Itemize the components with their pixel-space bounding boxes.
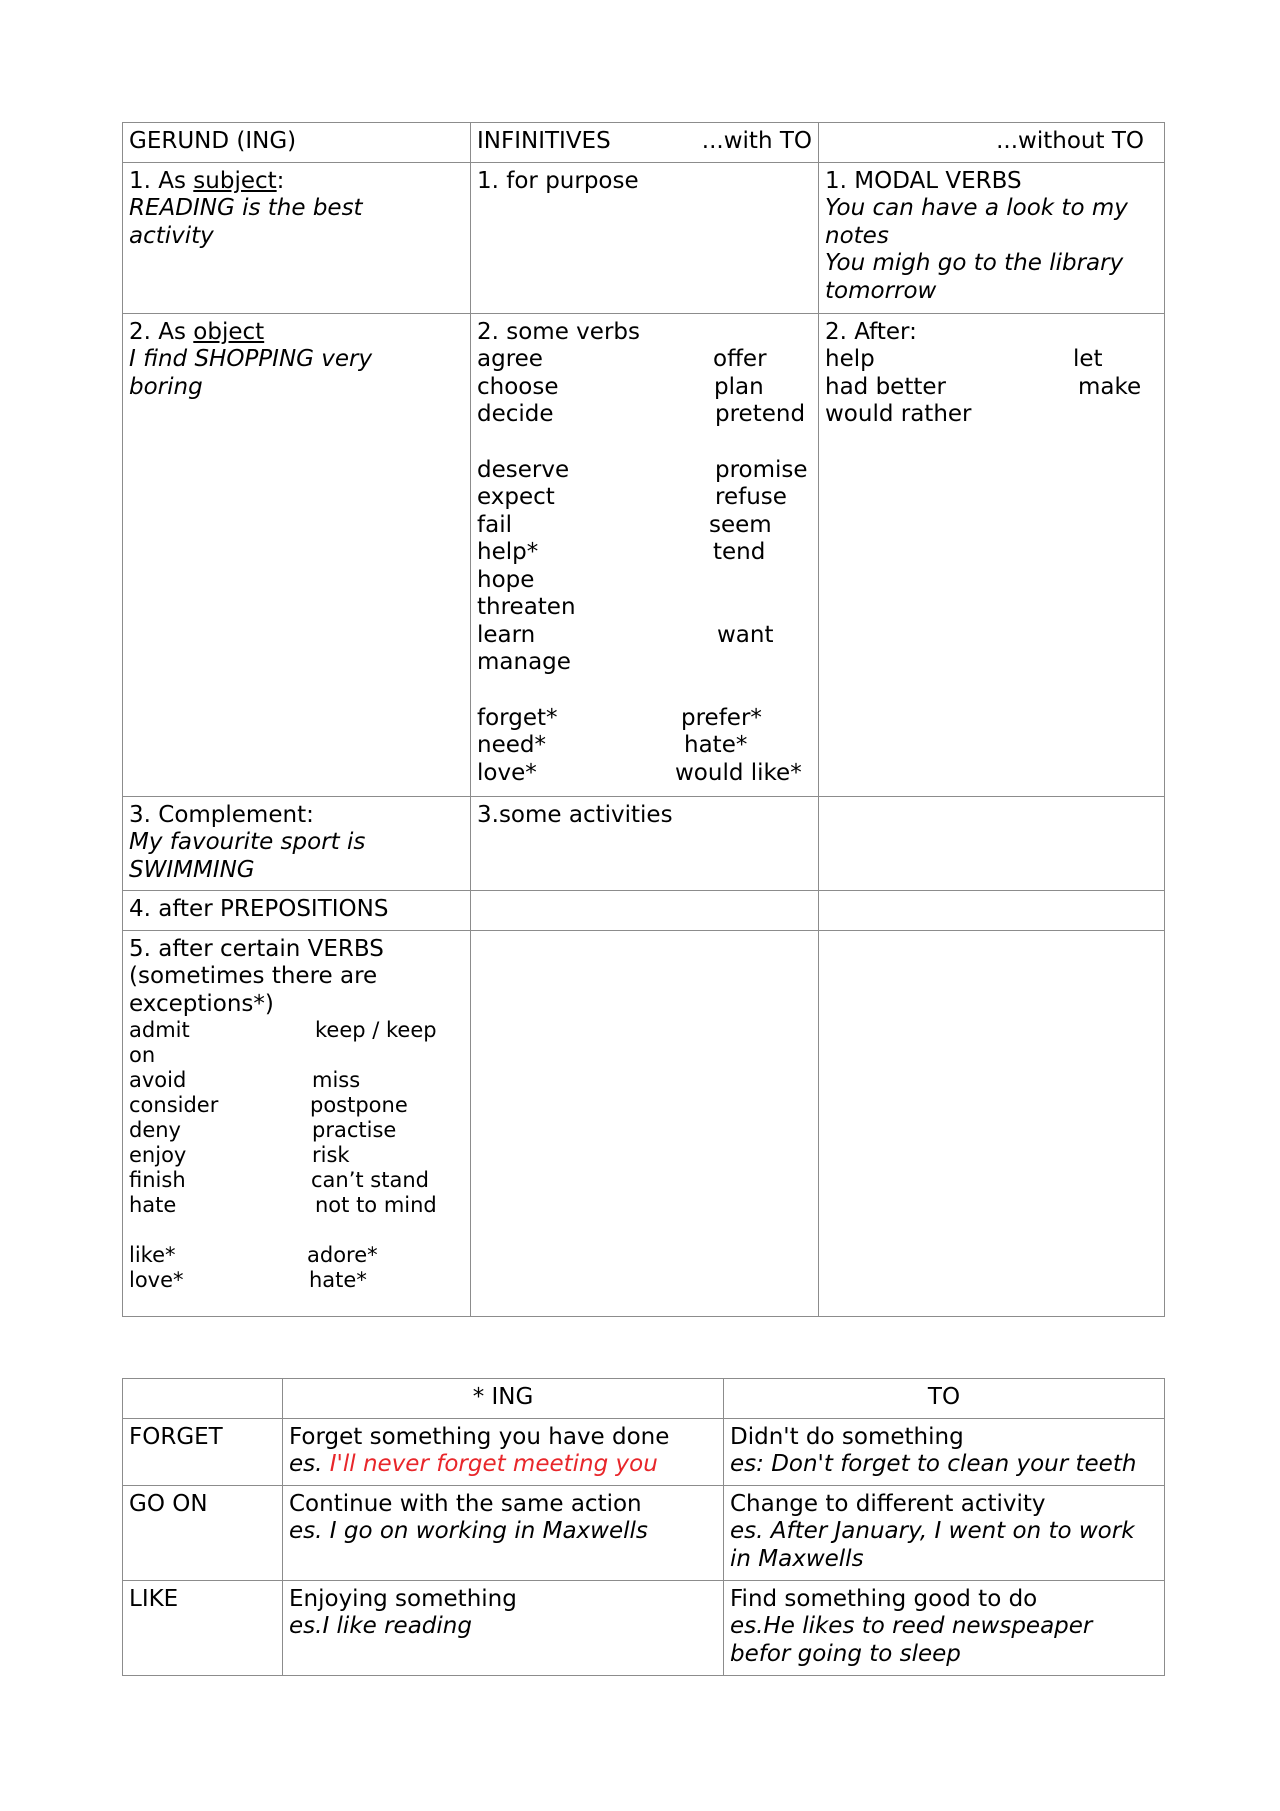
verb-item: prefer* <box>681 704 762 731</box>
verb-pair <box>477 567 812 595</box>
verb-item: let <box>1073 346 1103 372</box>
verb-item: would like* <box>675 759 802 786</box>
verb-pair <box>477 732 812 760</box>
row2-without-to <box>819 313 1165 796</box>
grammar-table <box>122 122 1165 1317</box>
verb-pair <box>477 649 812 677</box>
verb-pair <box>477 374 812 402</box>
row2-with-to <box>471 313 819 796</box>
verb-item: admit <box>129 1018 190 1042</box>
row1-gerund <box>123 162 471 313</box>
to-example: es.He likes to reed newspeaper <box>730 1613 1093 1639</box>
verb-item: postpone <box>310 1093 408 1117</box>
row1-gerund-prefix: 1. As <box>129 167 194 194</box>
verb-item: seem <box>709 511 772 538</box>
row1-without-to-example: tomorrow <box>825 277 937 304</box>
table-row <box>123 930 1165 1316</box>
verb-item: choose <box>477 373 559 400</box>
row1-gerund-example: READING is the best <box>129 195 363 221</box>
ing-cell <box>283 1485 724 1580</box>
to-cell <box>724 1418 1165 1485</box>
verb-pair <box>477 594 812 622</box>
row1-without-to-example: notes <box>825 222 889 249</box>
ing-cell <box>283 1580 724 1675</box>
to-example: in Maxwells <box>730 1545 864 1572</box>
row3-gerund <box>123 796 471 891</box>
header-without-to-label: ...without TO <box>996 128 1144 154</box>
header-gerund <box>123 123 471 163</box>
ing-meaning: Forget something you have done <box>289 1423 670 1450</box>
to-meaning: Change to different activity <box>730 1490 1046 1517</box>
row2-gerund-example: boring <box>129 373 203 400</box>
verb-item: help <box>825 346 875 372</box>
verb-item: need* <box>477 732 546 758</box>
verb-pair <box>477 622 812 650</box>
ing-example-highlight: I'll never forget meeting you <box>329 1451 658 1477</box>
verb-item: practise <box>312 1118 397 1142</box>
verb-item: tend <box>713 539 766 565</box>
verb-item: risk <box>312 1143 350 1167</box>
to-example: befor going to sleep <box>730 1640 961 1667</box>
row3-gerund-title: 3. Complement: <box>129 801 314 828</box>
verb-item: deny <box>129 1118 181 1142</box>
verb-item: hope <box>477 566 535 593</box>
row4-gerund-text: 4. after PREPOSITIONS <box>129 896 389 922</box>
verb-item: expect <box>477 484 555 510</box>
verb-item: love* <box>477 759 537 786</box>
verb-pair <box>477 760 812 788</box>
verb-pair <box>129 1243 464 1268</box>
table-row <box>123 1418 1165 1485</box>
header-with-to-label: ...with TO <box>701 128 812 154</box>
verb-pair <box>129 1018 464 1043</box>
row5-gerund <box>123 930 471 1316</box>
table-row <box>123 123 1165 163</box>
row5-gerund-title: 5. after certain VERBS <box>129 935 384 962</box>
to-meaning: Find something good to do <box>730 1585 1038 1612</box>
verb-pair <box>129 1193 464 1218</box>
row1-without-to <box>819 162 1165 313</box>
ing-meaning: Continue with the same action <box>289 1490 642 1517</box>
verb-item: threaten <box>477 594 576 620</box>
row1-gerund-keyword: subject <box>193 167 277 194</box>
verb-pair <box>477 401 812 429</box>
to-cell <box>724 1485 1165 1580</box>
row3-gerund-example: My favourite sport is <box>129 829 366 855</box>
row1-gerund-example: activity <box>129 222 214 249</box>
row3-gerund-example: SWIMMING <box>129 856 255 883</box>
verb-item: finish <box>129 1168 186 1192</box>
verb-item: adore* <box>307 1243 378 1267</box>
verb-pair <box>825 374 1158 402</box>
table-row <box>123 796 1165 891</box>
to-example: es: Don't forget to clean your teeth <box>730 1451 1137 1477</box>
to-example: es. After January, I went on to work <box>730 1518 1135 1544</box>
header-infinitives <box>471 123 819 163</box>
row2-gerund-keyword: object <box>193 318 265 345</box>
verb-item: not to mind <box>315 1193 437 1217</box>
header-ing-label: * ING <box>472 1384 534 1410</box>
verb-item: hate* <box>309 1268 367 1292</box>
verb-pair <box>477 512 812 540</box>
row5-gerund-title: exceptions*) <box>129 990 274 1017</box>
verb-item: forget* <box>477 704 558 731</box>
row1-with-to-text: 1. for purpose <box>477 167 639 194</box>
row5-with-to <box>471 930 819 1316</box>
verb-item: offer <box>713 346 767 372</box>
verb-item: promise <box>715 456 808 483</box>
table-row <box>123 313 1165 796</box>
ing-example: es.I like reading <box>289 1613 472 1639</box>
verb-pair <box>477 346 812 374</box>
gerund-verb-list <box>129 1018 464 1293</box>
verb-item: deserve <box>477 456 570 483</box>
verb-item: hate <box>129 1193 177 1217</box>
verb-item: would rather <box>825 401 972 427</box>
header-to-label: TO <box>927 1384 961 1410</box>
verb-label: FORGET <box>129 1423 223 1450</box>
row2-gerund-prefix: 2. As <box>129 318 194 345</box>
row4-without-to <box>819 891 1165 931</box>
verb-pair <box>477 484 812 512</box>
verb-pair <box>825 346 1158 374</box>
verb-list-group2 <box>477 457 812 677</box>
verb-item: pretend <box>715 401 806 427</box>
ing-example: es. I go on working in Maxwells <box>289 1518 648 1544</box>
verb-item: refuse <box>715 484 787 510</box>
verb-pair <box>129 1093 464 1118</box>
row4-gerund <box>123 891 471 931</box>
row2-with-to-title: 2. some verbs <box>477 318 640 345</box>
verb-item: consider <box>129 1093 219 1117</box>
ing-example-prefix: es. <box>289 1451 330 1477</box>
verb-label: LIKE <box>129 1585 179 1612</box>
verb-meaning-table <box>122 1378 1165 1676</box>
row2-without-to-title: 2. After: <box>825 318 917 345</box>
verb-item: had better <box>825 373 946 400</box>
header-infinitives-label: INFINITIVES <box>477 128 611 154</box>
verb-item: agree <box>477 346 543 372</box>
row1-without-to-example: You migh go to the library <box>825 250 1124 276</box>
verb-item: keep / keep <box>315 1018 437 1042</box>
table-row <box>123 162 1165 313</box>
to-cell <box>724 1580 1165 1675</box>
row2-gerund-example: I find SHOPPING very <box>129 346 373 372</box>
verb-pair <box>477 705 812 733</box>
header-ing <box>283 1379 724 1419</box>
verb-list-group3 <box>477 705 812 788</box>
row5-gerund-title: (sometimes there are <box>129 963 378 989</box>
verb-pair <box>129 1118 464 1143</box>
verb-item: like* <box>129 1243 176 1267</box>
verb-pair <box>129 1043 464 1068</box>
row1-with-to <box>471 162 819 313</box>
to-meaning: Didn't do something <box>730 1423 964 1450</box>
verb-pair <box>129 1168 464 1193</box>
row1-without-to-title: 1. MODAL VERBS <box>825 167 1022 194</box>
header-without-to <box>819 123 1165 163</box>
table-row <box>123 891 1165 931</box>
row4-with-to <box>471 891 819 931</box>
verb-item: on <box>129 1043 156 1067</box>
verb-item: make <box>1078 373 1142 400</box>
verb-pair <box>825 401 1158 429</box>
row1-without-to-example: You can have a look to my <box>825 195 1128 221</box>
header-gerund-label: GERUND (ING) <box>129 128 297 154</box>
verb-pair <box>129 1143 464 1168</box>
row5-without-to <box>819 930 1165 1316</box>
table-row <box>123 1485 1165 1580</box>
verb-pair <box>477 539 812 567</box>
verb-item: enjoy <box>129 1143 187 1167</box>
verb-pair <box>477 457 812 485</box>
verb-item: manage <box>477 649 571 675</box>
verb-item: miss <box>312 1068 361 1092</box>
verb-item: can’t stand <box>311 1168 429 1192</box>
verb-item: avoid <box>129 1068 187 1092</box>
ing-cell <box>283 1418 724 1485</box>
row3-with-to <box>471 796 819 891</box>
header-blank <box>123 1379 283 1419</box>
verb-cell <box>123 1580 283 1675</box>
ing-meaning: Enjoying something <box>289 1585 517 1612</box>
table-row <box>123 1379 1165 1419</box>
table-row <box>123 1580 1165 1675</box>
verb-pair <box>129 1068 464 1093</box>
verb-item: help* <box>477 539 539 565</box>
verb-list-group1 <box>477 346 812 429</box>
verb-item: love* <box>129 1268 184 1292</box>
verb-cell <box>123 1418 283 1485</box>
row2-gerund <box>123 313 471 796</box>
verb-label: GO ON <box>129 1490 208 1517</box>
row3-with-to-text: 3.some activities <box>477 801 673 828</box>
verb-item: want <box>717 621 774 648</box>
verb-item: fail <box>477 511 512 538</box>
verb-item: decide <box>477 401 554 427</box>
verb-item: plan <box>714 373 764 400</box>
header-to <box>724 1379 1165 1419</box>
verb-item: hate* <box>684 732 748 758</box>
row3-without-to <box>819 796 1165 891</box>
verb-cell <box>123 1485 283 1580</box>
verb-item: learn <box>477 621 536 648</box>
row1-gerund-suffix: : <box>276 167 285 194</box>
verb-pair <box>129 1268 464 1293</box>
